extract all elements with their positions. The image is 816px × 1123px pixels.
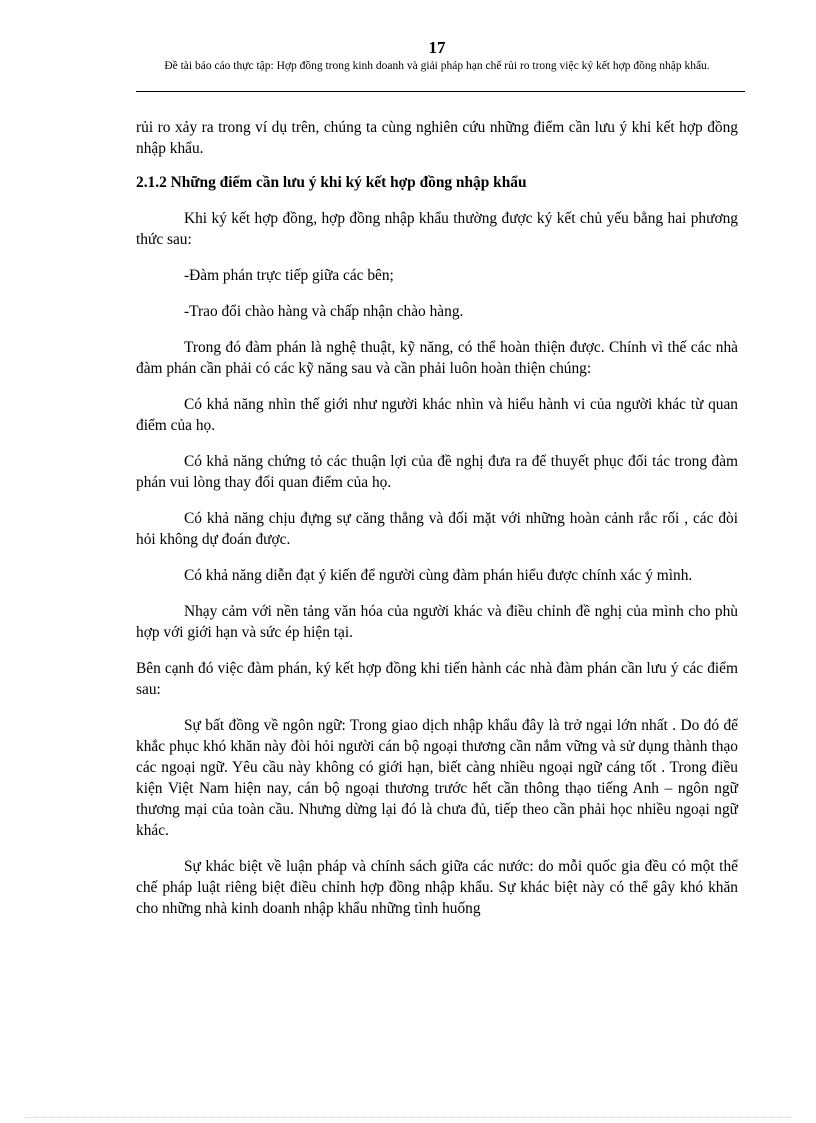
page-number: 17 [428,38,446,57]
header-divider [136,91,745,92]
section-heading: 2.1.2 Những điểm cần lưu ý khi ký kết hợp đồng nhập khẩu [136,174,527,191]
paragraph-negotiation-skills: Trong đó đàm phán là nghệ thuật, kỹ năng, có thể hoàn thiện được. Chính vì thế các nhà đàm phán cần phải có các kỹ năng sau và cần phải luôn hoàn thiện chúng: [136,339,738,377]
skill-paragraph-5: Nhạy cảm với nền tảng văn hóa của người khác và điều chỉnh đề nghị của mình cho phù hợp với giới hạn và sức ép hiện tại. [136,603,738,641]
paragraph-legal-differences: Sự khác biệt về luận pháp và chính sách giữa các nước: do mỗi quốc gia đều có một thể chế pháp luật riêng biệt điều chỉnh hợp đồng nhập khẩu. Sự khác biệt này có thể gây khó khăn cho những nhà kinh doanh nhập khẩu những tình huống [136,858,738,917]
paragraph-language-barrier: Sự bất đồng về ngôn ngữ: Trong giao dịch nhập khẩu đây là trở ngại lớn nhất . Do đó để khắc phục khó khăn này đòi hỏi người cán bộ ngoại thương cần nắm vững và sử dụng thành thạo các ngoại ngữ. Yêu cầu này không có giới hạn, biết càng nhiều ngoại ngữ cáng tốt . Trong điều kiện Việt Nam hiện nay, cán bộ ngoại thương trước hết cần thông thạo tiếng Anh – ngôn ngữ thương mại của toàn cầu. Nhưng dừng lại đó là chưa đủ, tiếp theo cần phải học nhiều ngoại ngữ khác. [136,717,738,839]
skill-paragraph-2: Có khả năng chứng tỏ các thuận lợi của đề nghị đưa ra để thuyết phục đối tác trong đàm phán vui lòng thay đổi quan điểm của họ. [136,453,738,491]
paragraph-methods: Khi ký kết hợp đồng, hợp đồng nhập khẩu thường được ký kết chủ yếu bằng hai phương thức sau: [136,210,738,248]
paragraph-considerations: Bên cạnh đó việc đàm phán, ký kết hợp đồng khi tiến hành các nhà đàm phán cần lưu ý các điểm sau: [136,660,738,698]
intro-paragraph: rủi ro xảy ra trong ví dụ trên, chúng ta cùng nghiên cứu những điểm cần lưu ý khi kết hợp đồng nhập khẩu. [136,119,738,157]
page-header [136,38,738,73]
skill-paragraph-4: Có khả năng diễn đạt ý kiến để người cùng đàm phán hiểu được chính xác ý mình. [184,567,693,584]
document-body [136,117,738,919]
skill-paragraph-1: Có khả năng nhìn thế giới như người khác nhìn và hiểu hành vi của người khác từ quan điểm của họ. [136,396,738,434]
list-item-offer: -Trao đổi chào hàng và chấp nhận chào hàng. [184,303,464,320]
header-title: Đề tài báo cáo thực tập: Hợp đồng trong kinh doanh và giải pháp hạn chế rủi ro trong việc ký kết hợp đồng nhập khẩu. [164,60,710,72]
page-bottom-edge [24,1117,792,1118]
skill-paragraph-3: Có khả năng chịu đựng sự căng thẳng và đối mặt với những hoàn cảnh rắc rối , các đòi hỏi không dự đoán được. [136,510,738,548]
list-item-negotiation: -Đàm phán trực tiếp giữa các bên; [184,267,394,284]
